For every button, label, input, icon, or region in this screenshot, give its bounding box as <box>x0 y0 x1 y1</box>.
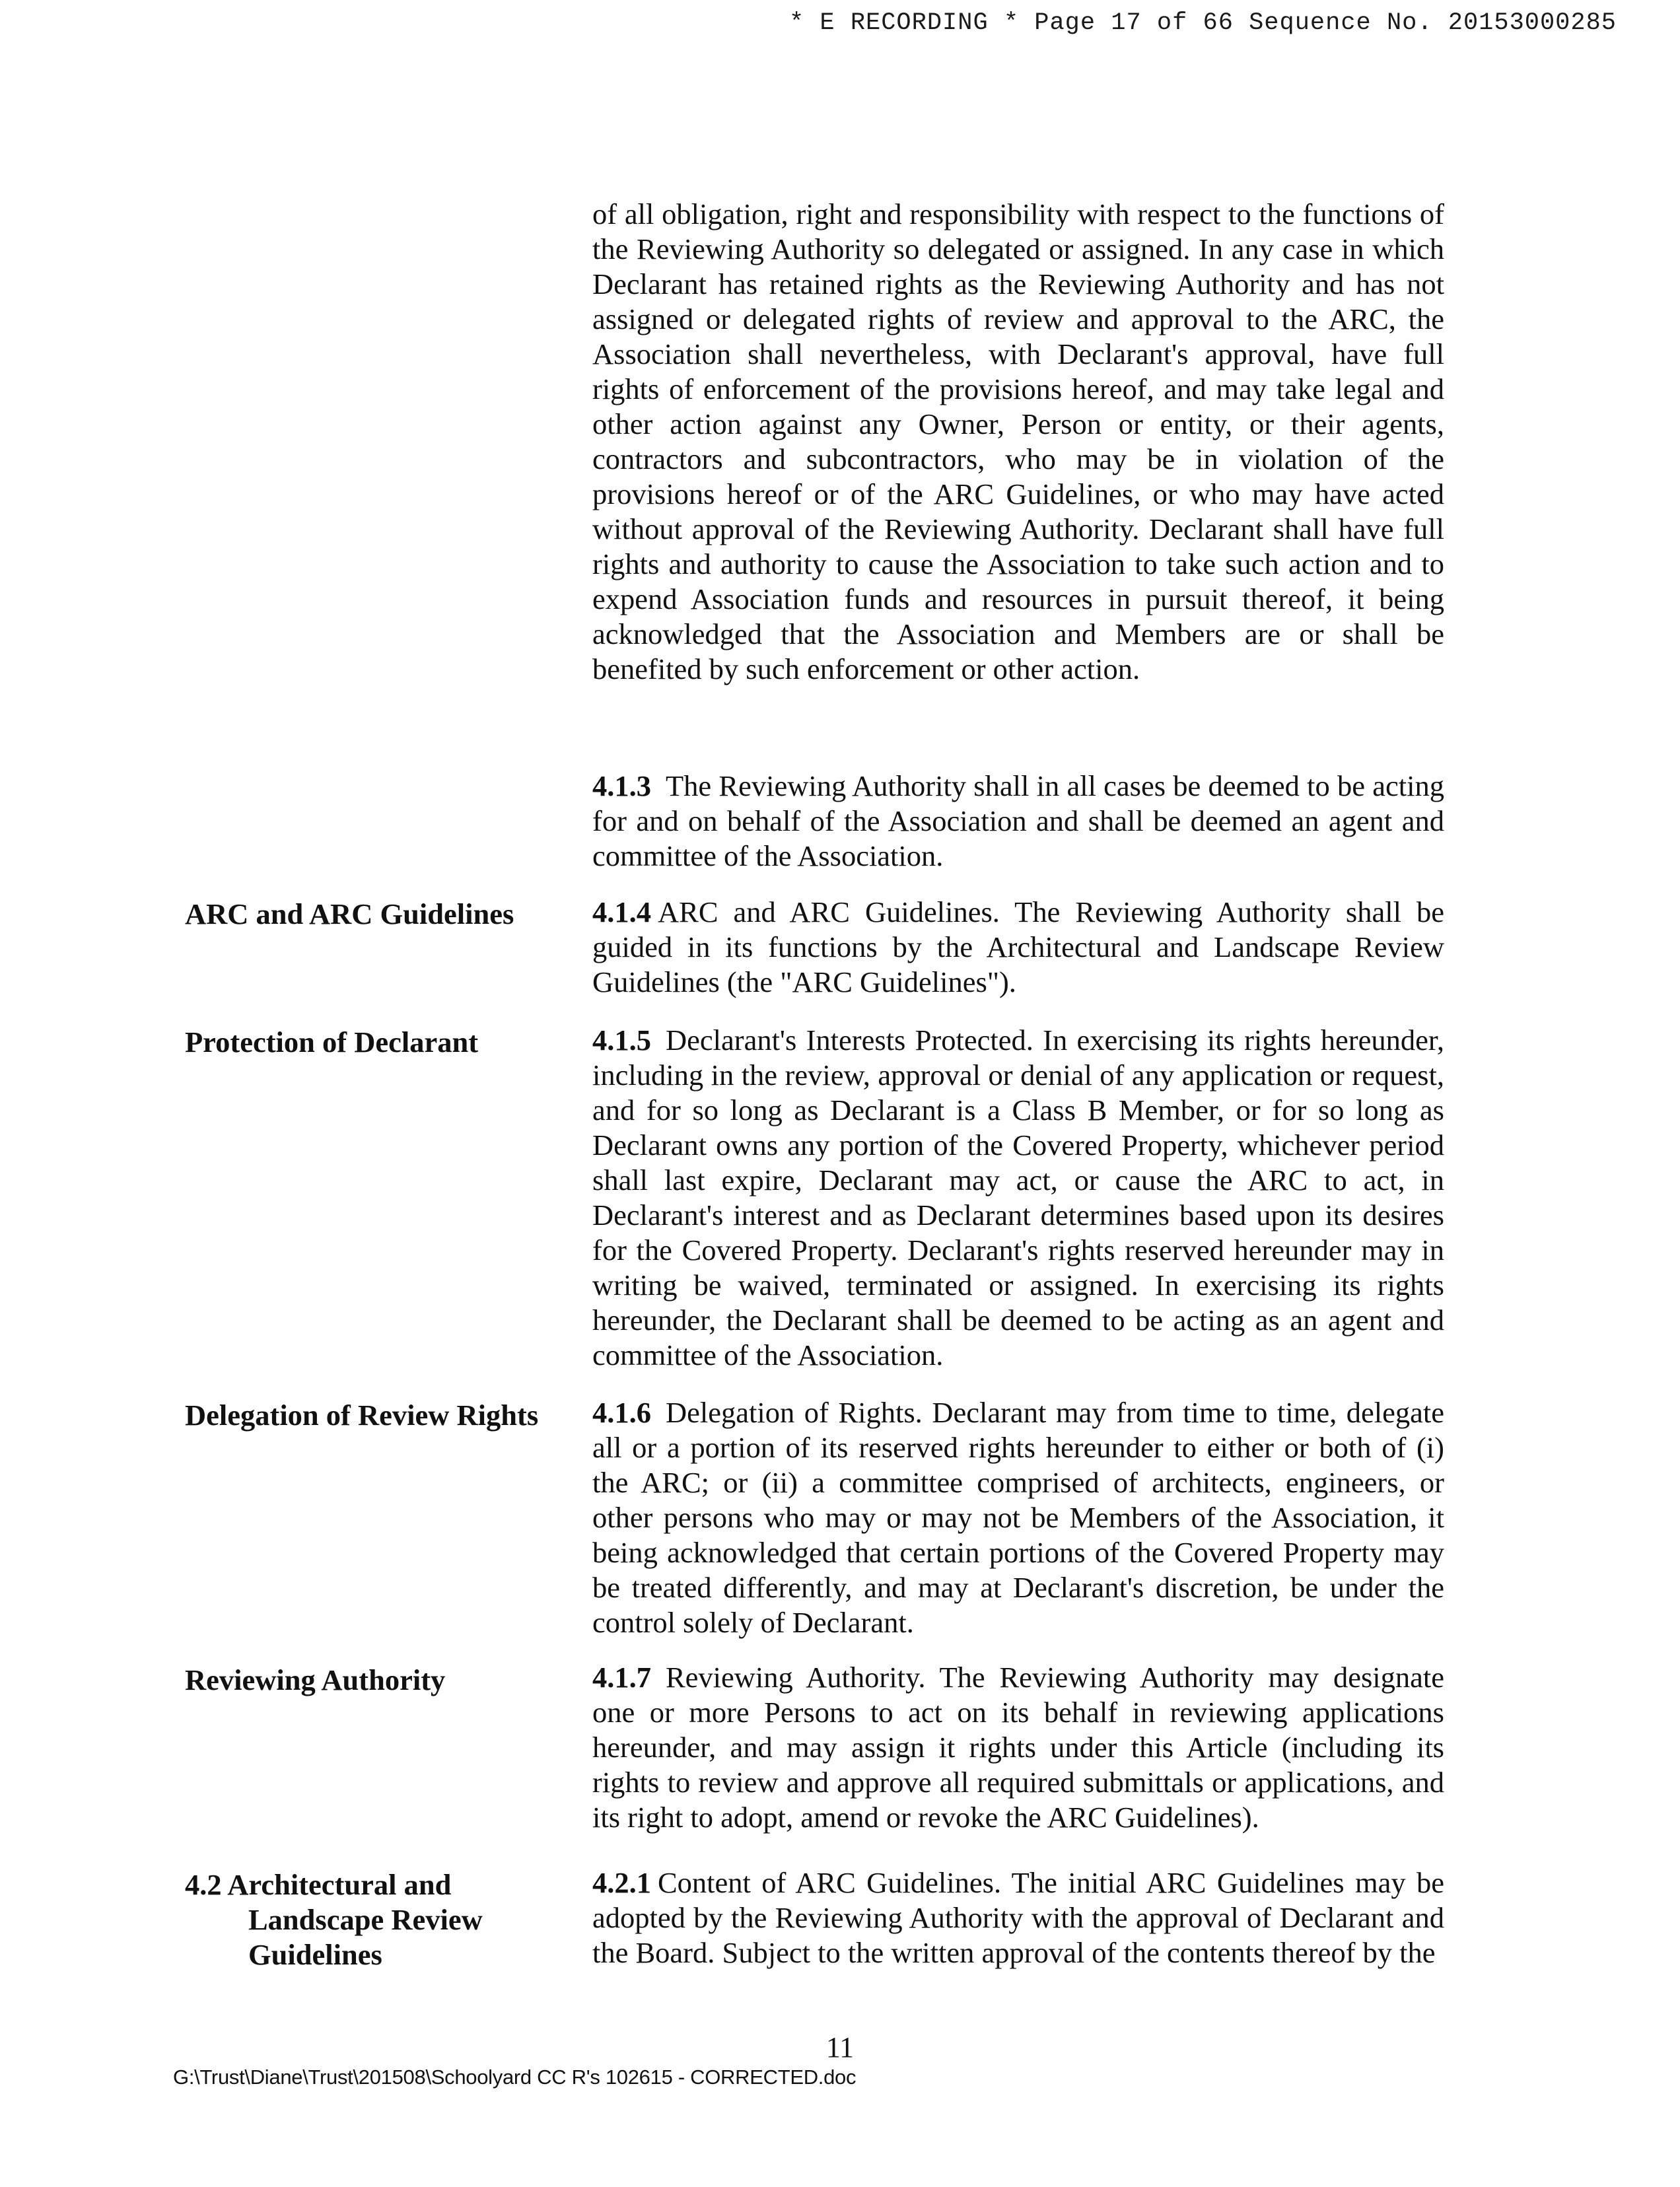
side-heading-reviewing-authority: Reviewing Authority <box>185 1663 446 1696</box>
heading-line: Guidelines <box>248 1938 382 1971</box>
section-4-1-3 <box>592 769 1444 874</box>
section-text: ARC and ARC Guidelines. The Reviewing Authority shall be guided in its functions by the Architectural and Landscape Review Guidelines (the "ARC Guidelines"). <box>592 895 1444 998</box>
section-text: Reviewing Authority. The Reviewing Authority may designate one or more Persons to act on its behalf in reviewing applications hereunder, and may assign it rights under this Article (including its rights to review and approve all required submittals or applications, and its right to adopt, amend or revoke the ARC Guidelines). <box>592 1661 1444 1834</box>
section-text: The Reviewing Authority shall in all cases be deemed to be acting for and on behalf of the Association and shall be deemed an agent and committee of the Association. <box>592 769 1444 872</box>
section-4-1-7 <box>592 1660 1444 1835</box>
side-heading-delegation-of-review-rights: Delegation of Review Rights <box>185 1399 539 1432</box>
section-number: 4.2.1 <box>592 1866 651 1899</box>
section-4-1-5 <box>592 1023 1444 1373</box>
continuation-paragraph: of all obligation, right and responsibility with respect to the functions of the Reviewing Authority so delegated or assigned. In any case in which Declarant has retained rights as the Reviewing Authority and has not assigned or delegated rights of review and approval to the ARC, the Association shall nevertheless, with Declarant's approval, have full rights of enforcement of the provisions hereof, and may take legal and other action against any Owner, Person or entity, or their agents, contractors and subcontractors, who may be in violation of the provisions hereof or of the ARC Guidelines, or who may have acted without approval of the Reviewing Authority. Declarant shall have full rights and authority to cause the Association to take such action and to expend Association funds and resources in pursuit thereof, it being acknowledged that the Association and Members are or shall be benefited by such enforcement or other action. <box>592 197 1444 685</box>
side-heading-architectural-guidelines <box>185 1867 568 1972</box>
recording-header: * E RECORDING * Page 17 of 66 Sequence No. 20153000285 <box>789 9 1617 37</box>
side-heading-arc-guidelines: ARC and ARC Guidelines <box>185 897 514 930</box>
footer-file-path: G:\Trust\Diane\Trust\201508\Schoolyard CC R's 102615 - CORRECTED.doc <box>173 2066 857 2089</box>
section-text: Content of ARC Guidelines. The initial ARC Guidelines may be adopted by the Reviewing Authority with the approval of Declarant and the Board. Subject to the written approval of the contents thereof by the <box>592 1866 1444 1969</box>
section-text: Declarant's Interests Protected. In exercising its rights hereunder, including in the review, approval or denial of any application or request, and for so long as Declarant is a Class B Member, or for so long as Declarant owns any portion of the Covered Property, whichever period shall last expire, Declarant may act, or cause the ARC to act, in Declarant's interest and as Declarant determines based upon its desires for the Covered Property. Declarant's rights reserved hereunder may in writing be waived, terminated or assigned. In exercising its rights hereunder, the Declarant shall be deemed to be acting as an agent and committee of the Association. <box>592 1024 1444 1371</box>
section-number: 4.1.3 <box>592 769 651 802</box>
section-number: 4.1.5 <box>592 1024 651 1057</box>
section-4-1-4 <box>592 895 1444 1000</box>
side-heading-protection-of-declarant: Protection of Declarant <box>185 1025 479 1059</box>
heading-line: Landscape Review <box>248 1903 483 1936</box>
section-4-1-6 <box>592 1395 1444 1640</box>
section-text: Delegation of Rights. Declarant may from time to time, delegate all or a portion of its reserved rights hereunder to either or both of (i) the ARC; or (ii) a committee comprised of architects, engineers, or other persons who may or may not be Members of the Association, it being acknowledged that certain portions of the Covered Property may be treated differently, and may at Declarant's discretion, be under the control solely of Declarant. <box>592 1396 1444 1639</box>
section-number: 4.1.6 <box>592 1396 651 1429</box>
section-4-2-1 <box>592 1865 1444 1970</box>
page-number: 11 <box>825 2031 855 2064</box>
heading-line: 4.2 Architectural and <box>185 1868 452 1901</box>
section-number: 4.1.4 <box>592 895 651 928</box>
section-number: 4.1.7 <box>592 1661 651 1694</box>
